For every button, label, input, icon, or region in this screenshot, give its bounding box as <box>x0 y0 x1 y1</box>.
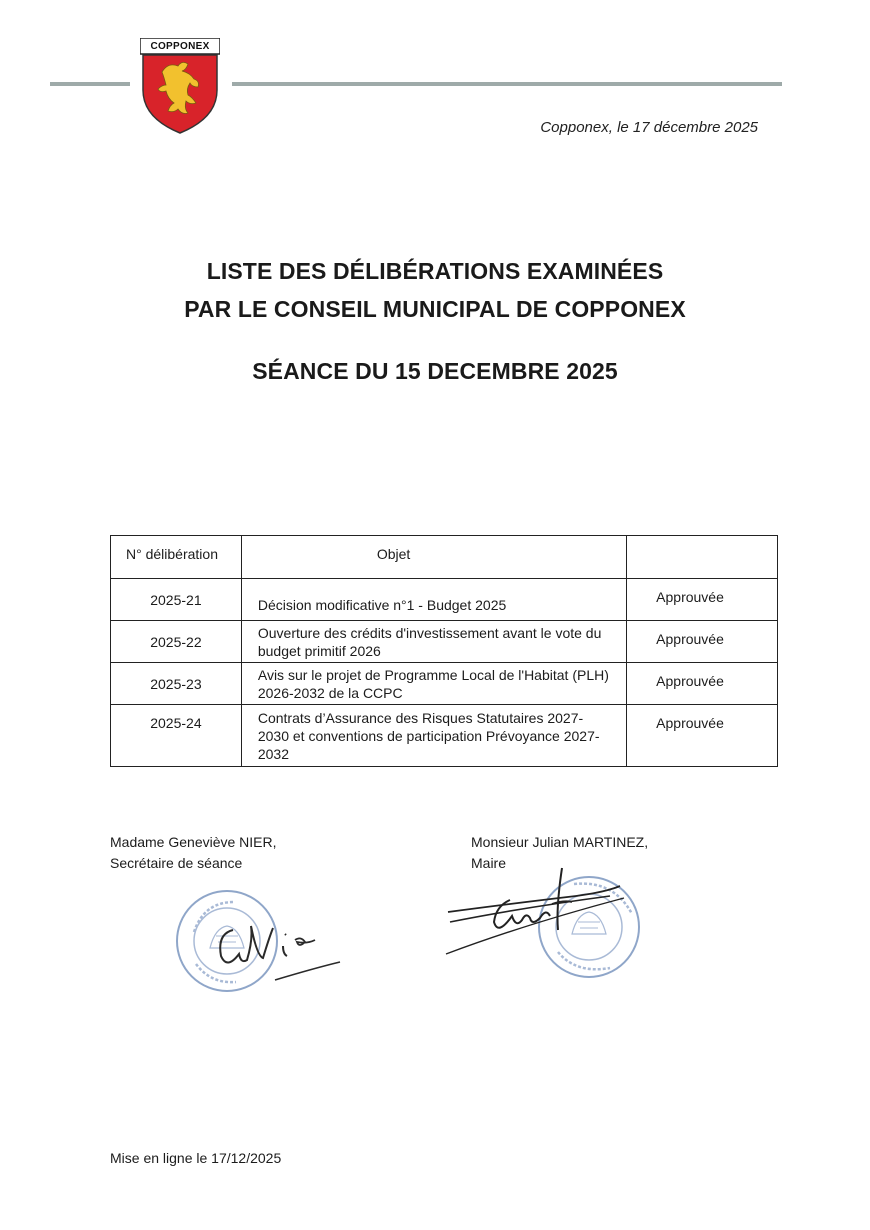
row-status: Approuvée <box>627 705 778 767</box>
table-row <box>111 621 778 663</box>
logo-label: COPPONEX <box>150 41 210 52</box>
row-status: Approuvée <box>627 621 778 663</box>
header-rule-left <box>50 82 130 86</box>
header-num: N° délibération <box>111 536 242 579</box>
left-signature <box>205 900 345 985</box>
row-objet: Avis sur le projet de Programme Local de l'Habitat (PLH) 2026-2032 de la CCPC <box>241 663 626 705</box>
title-line-2: PAR LE CONSEIL MUNICIPAL DE COPPONEX <box>184 296 686 322</box>
row-objet: Ouverture des crédits d'investissement avant le vote du budget primitif 2026 <box>241 621 626 663</box>
header-status <box>627 536 778 579</box>
table-row <box>111 705 778 767</box>
session-title: SÉANCE DU 15 DECEMBRE 2025 <box>252 358 618 384</box>
left-signatory-role: Secrétaire de séance <box>110 855 243 871</box>
date-line: Copponex, le 17 décembre 2025 <box>540 119 758 136</box>
online-date: Mise en ligne le 17/12/2025 <box>110 1150 282 1166</box>
right-signatory-name: Monsieur Julian MARTINEZ, <box>471 834 649 850</box>
title-line-1: LISTE DES DÉLIBÉRATIONS EXAMINÉES <box>206 258 664 284</box>
header-objet: Objet <box>241 536 626 579</box>
left-signatory-name: Madame Geneviève NIER, <box>110 834 277 850</box>
table-row <box>111 663 778 705</box>
row-num: 2025-22 <box>111 621 242 663</box>
row-num: 2025-23 <box>111 663 242 705</box>
row-objet: Décision modificative n°1 - Budget 2025 <box>241 579 626 621</box>
table-header-row <box>111 536 778 579</box>
row-status: Approuvée <box>627 663 778 705</box>
left-signatory <box>110 832 277 874</box>
row-status: Approuvée <box>627 579 778 621</box>
header-rule-right <box>232 82 782 86</box>
deliberations-table <box>110 535 778 767</box>
row-num: 2025-24 <box>111 705 242 767</box>
right-signatory-role: Maire <box>471 855 507 871</box>
row-num: 2025-21 <box>111 579 242 621</box>
right-signature <box>440 860 630 965</box>
table-row <box>111 579 778 621</box>
row-objet: Contrats d’Assurance des Risques Statutaires 2027-2030 et conventions de participation Prévoyance 2027-2032 <box>241 705 626 767</box>
